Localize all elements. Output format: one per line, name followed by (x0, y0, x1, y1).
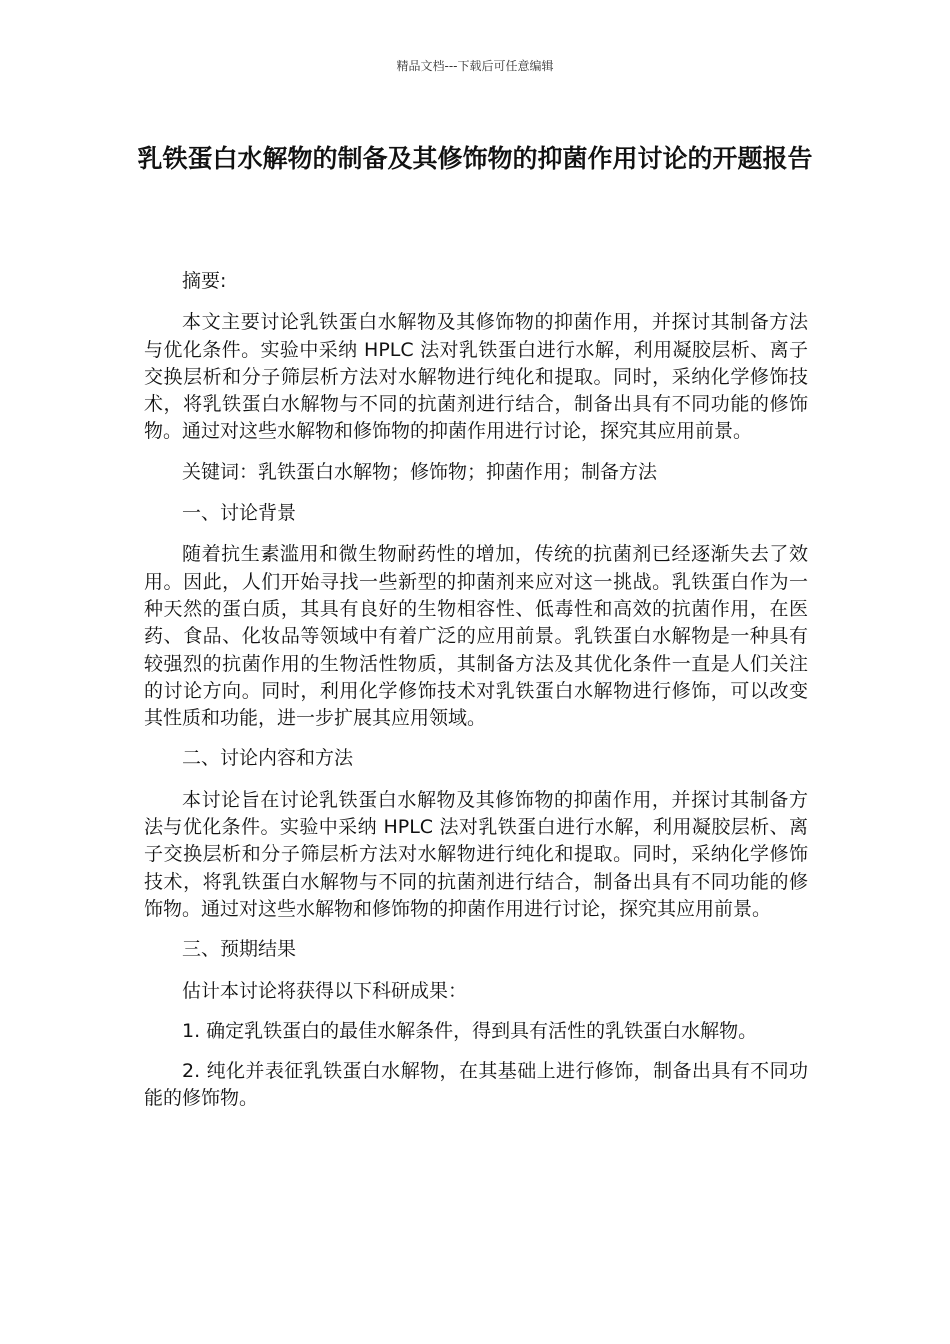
section-paragraph-methods: 本讨论旨在讨论乳铁蛋白水解物及其修饰物的抑菌作用，并探讨其制备方法与优化条件。实验中采纳 HPLC 法对乳铁蛋白进行水解，利用凝胶层析、离子交换层析和分子筛层析方法对水解物进行纯化和提取。同时，采纳化学修饰技术，将乳铁蛋白水解物与不同的抗菌剂进行结合，制备出具有不同功能的修饰物。通过对这些水解物和修饰物的抑菌作用进行讨论，探究其应用前景。 (144, 788, 808, 920)
document-body (144, 268, 808, 1126)
section-heading-methods: 二、讨论内容和方法 (182, 747, 354, 770)
result-item-2: 2. 纯化并表征乳铁蛋白水解物，在其基础上进行修饰，制备出具有不同功能的修饰物。 (144, 1060, 808, 1110)
header-note: 精品文档---下载后可任意编辑 (396, 59, 554, 73)
keywords-line: 关键词：乳铁蛋白水解物；修饰物；抑菌作用；制备方法 (182, 460, 658, 483)
section-heading-background: 一、讨论背景 (182, 502, 297, 525)
abstract-paragraph: 本文主要讨论乳铁蛋白水解物及其修饰物的抑菌作用，并探讨其制备方法与优化条件。实验中采纳 HPLC 法对乳铁蛋白进行水解，利用凝胶层析、离子交换层析和分子筛层析方法对水解物进行纯化和提取。同时，采纳化学修饰技术，将乳铁蛋白水解物与不同的抗菌剂进行结合，制备出具有不同功能的修饰物。通过对这些水解物和修饰物的抑菌作用进行讨论，探究其应用前景。 (144, 311, 808, 443)
result-item-1: 1. 确定乳铁蛋白的最佳水解条件，得到具有活性的乳铁蛋白水解物。 (182, 1019, 758, 1042)
results-intro: 估计本讨论将获得以下科研成果： (182, 979, 468, 1002)
document-title: 乳铁蛋白水解物的制备及其修饰物的抑菌作用讨论的开题报告 (137, 144, 813, 173)
section-heading-results: 三、预期结果 (182, 938, 297, 961)
section-paragraph-background: 随着抗生素滥用和微生物耐药性的增加，传统的抗菌剂已经逐渐失去了效用。因此，人们开始寻找一些新型的抑菌剂来应对这一挑战。乳铁蛋白作为一种天然的蛋白质，其具有良好的生物相容性、低毒性和高效的抗菌作用，在医药、食品、化妆品等领域中有着广泛的应用前景。乳铁蛋白水解物是一种具有较强烈的抗菌作用的生物活性物质，其制备方法及其优化条件一直是人们关注的讨论方向。同时，利用化学修饰技术对乳铁蛋白水解物进行修饰，可以改变其性质和功能，进一步扩展其应用领域。 (144, 543, 808, 730)
abstract-label: 摘要: (182, 270, 227, 292)
